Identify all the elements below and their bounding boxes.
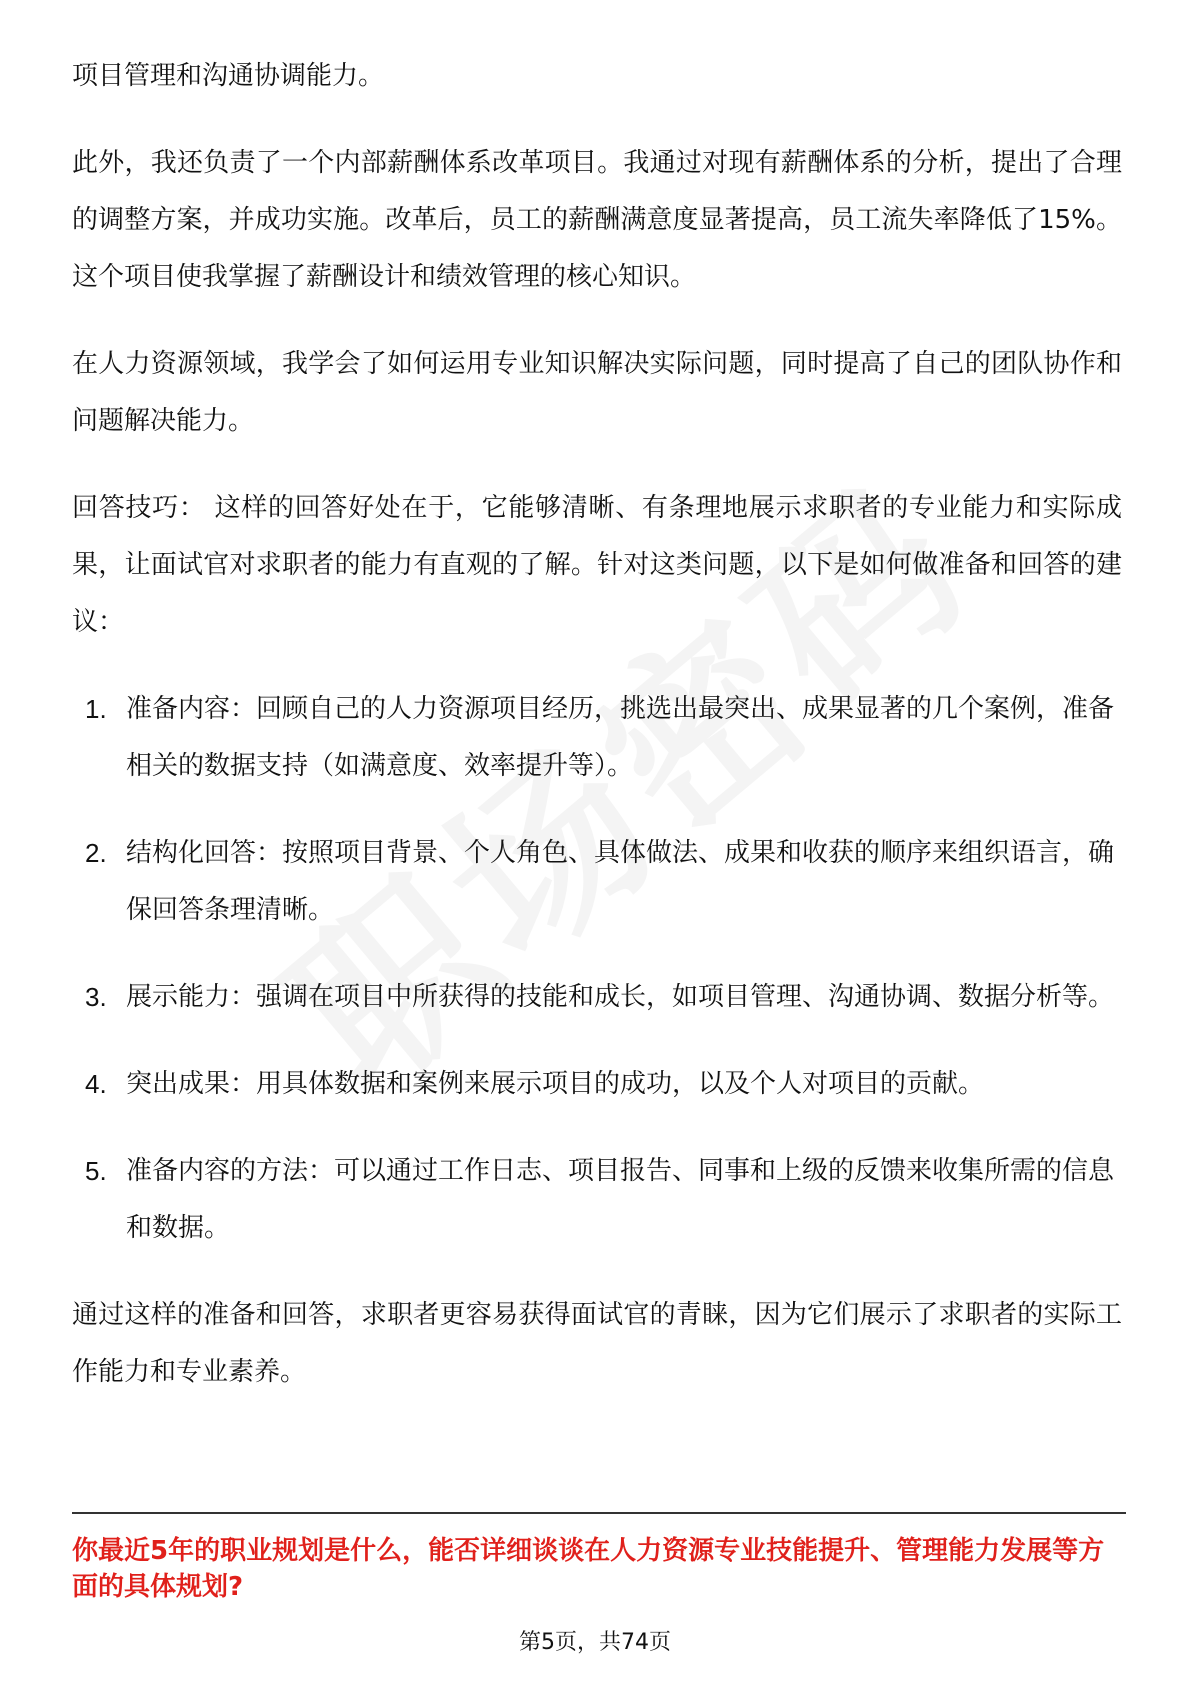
- list-item-number: 5.: [85, 1156, 107, 1186]
- paragraph-conclusion: 通过这样的准备和回答，求职者更容易获得面试官的青睐，因为它们展示了求职者的实际工作能力和专业素养。: [72, 1300, 1122, 1387]
- list-item-number: 2.: [85, 838, 107, 868]
- list-item: [72, 1143, 1122, 1257]
- list-item: [72, 825, 1122, 939]
- section-divider: [72, 1512, 1126, 1514]
- list-item: [72, 681, 1122, 795]
- next-question-heading: 你最近5年的职业规划是什么，能否详细谈谈在人力资源专业技能提升、管理能力发展等方面的具体规划?: [72, 1536, 1105, 1602]
- list-item-number: 3.: [85, 982, 107, 1012]
- list-item-text: 准备内容的方法：可以通过工作日志、项目报告、同事和上级的反馈来收集所需的信息和数据。: [126, 1156, 1115, 1243]
- list-item-number: 1.: [85, 694, 107, 724]
- tips-list: [72, 681, 1122, 1257]
- list-item: [72, 969, 1122, 1026]
- list-item-number: 4.: [85, 1069, 107, 1099]
- paragraph-intro: 项目管理和沟通协调能力。: [72, 61, 385, 91]
- paragraph-hr-skills: 在人力资源领域，我学会了如何运用专业知识解决实际问题，同时提高了自己的团队协作和问题解决能力。: [72, 349, 1122, 436]
- list-item: [72, 1056, 1122, 1113]
- list-item-text: 结构化回答：按照项目背景、个人角色、具体做法、成果和收获的顺序来组织语言，确保回答条理清晰。: [126, 838, 1115, 925]
- paragraph-salary-project: 此外，我还负责了一个内部薪酬体系改革项目。我通过对现有薪酬体系的分析，提出了合理的调整方案，并成功实施。改革后，员工的薪酬满意度显著提高，员工流失率降低了15%。这个项目使我掌握了薪酬设计和绩效管理的核心知识。: [72, 148, 1122, 292]
- paragraph-answer-tips: 回答技巧： 这样的回答好处在于，它能够清晰、有条理地展示求职者的专业能力和实际成果，让面试官对求职者的能力有直观的了解。针对这类问题，以下是如何做准备和回答的建议：: [72, 493, 1122, 637]
- page-number: 第5页，共74页: [519, 1630, 671, 1655]
- list-item-text: 展示能力：强调在项目中所获得的技能和成长，如项目管理、沟通协调、数据分析等。: [126, 982, 1115, 1012]
- document-body: [72, 48, 1122, 1431]
- list-item-text: 准备内容：回顾自己的人力资源项目经历，挑选出最突出、成果显著的几个案例，准备相关的数据支持（如满意度、效率提升等）。: [126, 694, 1115, 781]
- list-item-text: 突出成果：用具体数据和案例来展示项目的成功，以及个人对项目的贡献。: [126, 1069, 985, 1099]
